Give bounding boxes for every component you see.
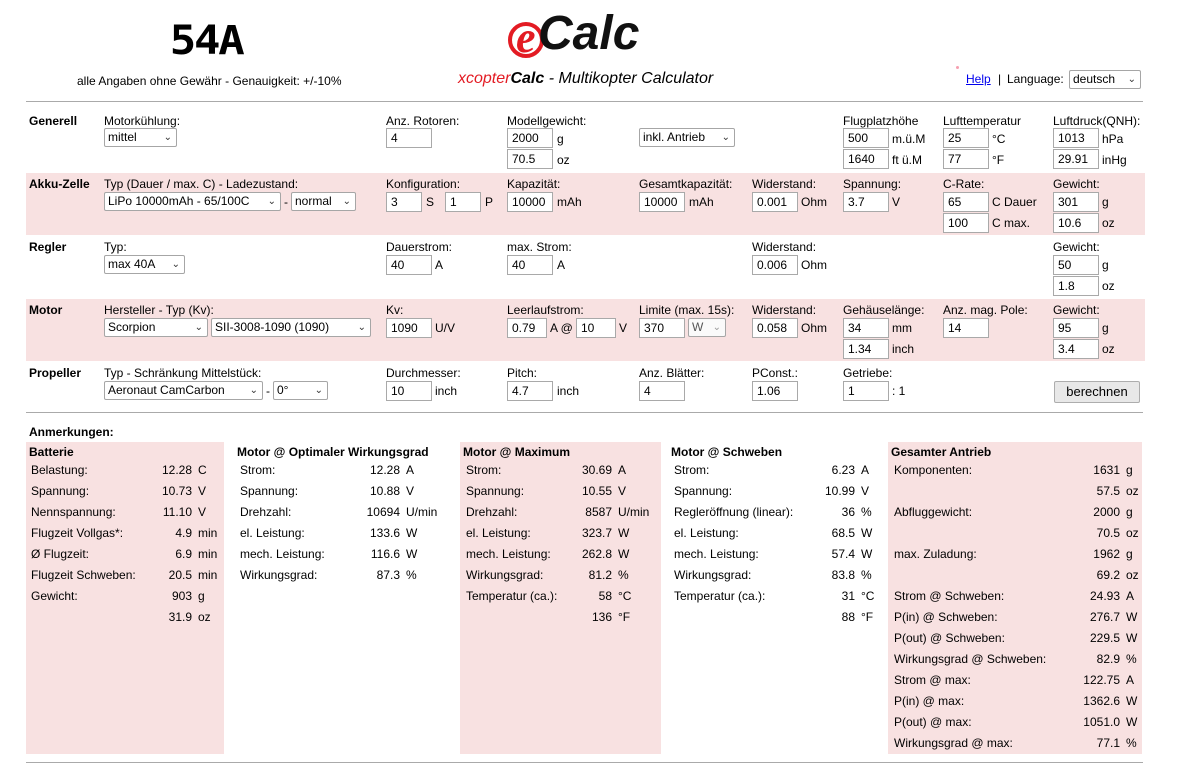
total-row-label: P(in) @ max:: [894, 694, 965, 708]
battery-row-unit: g: [198, 589, 205, 603]
hover-row-label: Regleröffnung (linear):: [674, 505, 794, 519]
subtitle-prefix: xcopter: [458, 70, 511, 87]
total-row-label: Wirkungsgrad @ Schweben:: [894, 652, 1047, 666]
unit-hpa: hPa: [1102, 132, 1124, 146]
total-row-label: P(in) @ Schweben:: [894, 610, 998, 624]
maximum-row-unit: A: [618, 463, 627, 477]
unit-inhg: inHg: [1102, 153, 1127, 167]
maximum-row-value: 8587: [585, 505, 612, 519]
total-capacity-input: 10000: [639, 192, 685, 212]
chevron-down-icon: ⌄: [267, 196, 276, 207]
optimal-row-unit: %: [406, 568, 417, 582]
total-row-value: 276.7: [1089, 610, 1120, 624]
maximum-row-label: Strom:: [466, 463, 502, 477]
total-row-unit: W: [1126, 610, 1138, 624]
optimal-panel-title: Motor @ Optimaler Wirkungsgrad: [237, 445, 429, 459]
akku-resistance-input[interactable]: 0.001: [752, 192, 798, 212]
battery-row-value: 903: [171, 589, 192, 603]
motor-weight-g-input[interactable]: 95: [1053, 318, 1099, 338]
akku-title: Akku-Zelle: [29, 177, 90, 191]
unit-g: g: [1102, 195, 1109, 209]
rotors-label: Anz. Rotoren:: [386, 114, 460, 128]
motor-maker-label: Hersteller - Typ (Kv):: [104, 303, 214, 317]
esc-cont-input[interactable]: 40: [386, 255, 432, 275]
total-row-label: Komponenten:: [894, 463, 973, 477]
idle-current-label: Leerlaufstrom:: [507, 303, 584, 317]
cooling-label: Motorkühlung:: [104, 114, 181, 128]
esc-resistance-input[interactable]: 0.006: [752, 255, 798, 275]
optimal-row-unit: A: [406, 463, 415, 477]
hover-row-unit: W: [861, 547, 873, 561]
total-row-value: 82.9: [1096, 652, 1120, 666]
maximum-row-unit: W: [618, 547, 630, 561]
total-row-value: 229.5: [1089, 631, 1120, 645]
unit-mah: mAh: [557, 195, 582, 209]
battery-row-value: 11.10: [162, 505, 192, 519]
total-row-unit: W: [1126, 631, 1138, 645]
total-row-label: max. Zuladung:: [894, 547, 977, 561]
crate-max-input[interactable]: 100: [943, 213, 989, 233]
poles-label: Anz. mag. Pole:: [943, 303, 1028, 317]
maximum-row-unit: U/min: [618, 505, 650, 519]
chevron-down-icon: ⌄: [342, 196, 351, 207]
hover-row-value: 88: [841, 610, 855, 624]
maximum-row-unit: °C: [618, 589, 632, 603]
maximum-row-value: 10.55: [581, 484, 612, 498]
maximum-row-value: 30.69: [581, 463, 612, 477]
pconst-input[interactable]: 1.06: [752, 381, 798, 401]
hover-row-unit: W: [861, 526, 873, 540]
prop-type-select[interactable]: [104, 381, 263, 400]
esc-cont-label: Dauerstrom:: [386, 240, 453, 254]
optimal-row-label: Spannung:: [240, 484, 299, 498]
unit-inch: inch: [557, 384, 580, 398]
unit-v: V: [619, 321, 628, 335]
esc-weight-label: Gewicht:: [1053, 240, 1100, 254]
air-temp-label: Lufttemperatur: [943, 114, 1022, 128]
battery-row-value: 31.9: [168, 610, 192, 624]
esc-type-value: max 40A: [108, 257, 156, 271]
pitch-input[interactable]: 4.7: [507, 381, 553, 401]
pitch-label: Pitch:: [507, 366, 538, 380]
chevron-down-icon: ⌄: [171, 259, 180, 270]
optimal-row-value: 133.6: [369, 526, 400, 540]
hover-row-label: el. Leistung:: [674, 526, 739, 540]
hover-row-unit: A: [861, 463, 870, 477]
unit-a: A: [435, 258, 444, 272]
unit-oz: oz: [557, 153, 570, 167]
remarks-label: Anmerkungen:: [29, 425, 114, 439]
akku-type-value: LiPo 10000mAh - 65/100C: [108, 194, 250, 208]
optimal-row-value: 87.3: [376, 568, 400, 582]
hover-row-value: 68.5: [831, 526, 855, 540]
diameter-input[interactable]: 10: [386, 381, 432, 401]
bottom-divider: [26, 762, 1143, 763]
battery-row-value: 12.28: [161, 463, 192, 477]
chevron-down-icon: ⌄: [721, 132, 730, 143]
battery-row-unit: V: [198, 484, 207, 498]
limit-input[interactable]: 370: [639, 318, 685, 338]
limit-label: Limite (max. 15s):: [639, 303, 735, 317]
akku-type-select[interactable]: [104, 192, 281, 211]
optimal-row-label: mech. Leistung:: [240, 547, 325, 561]
total-row-value: 57.5: [1096, 484, 1120, 498]
logo-calc: Calc: [538, 7, 640, 60]
weight-mode-value: inkl. Antrieb: [643, 130, 706, 144]
maximum-row-label: Spannung:: [466, 484, 525, 498]
hover-row-label: Temperatur (ca.):: [674, 589, 766, 603]
hover-row-unit: %: [861, 505, 872, 519]
prop-dash: -: [266, 384, 270, 398]
chevron-down-icon: ⌄: [249, 385, 258, 396]
akku-dash: -: [284, 195, 288, 209]
amp-badge: 54A: [169, 18, 243, 64]
hover-row-label: Strom:: [674, 463, 710, 477]
total-row-unit: A: [1126, 673, 1135, 687]
battery-row-label: Spannung:: [31, 484, 90, 498]
unit-g: g: [557, 132, 564, 146]
regler-title: Regler: [29, 240, 67, 254]
config-p-input[interactable]: 1: [445, 192, 481, 212]
optimal-row-label: el. Leistung:: [240, 526, 305, 540]
chevron-down-icon: ⌄: [357, 322, 366, 333]
motor-model-select[interactable]: [211, 318, 371, 337]
optimal-row-value: 12.28: [369, 463, 400, 477]
voltage-input[interactable]: 3.7: [843, 192, 889, 212]
battery-row-unit: C: [198, 463, 207, 477]
unit-ohm: Ohm: [801, 258, 828, 272]
charge-state-select[interactable]: [291, 192, 356, 211]
propeller-title: Propeller: [29, 366, 82, 380]
config-label: Konfiguration:: [386, 177, 461, 191]
total-row-value: 69.2: [1096, 568, 1120, 582]
hover-row-unit: V: [861, 484, 870, 498]
optimal-row-unit: W: [406, 547, 418, 561]
crate-cont-input[interactable]: 65: [943, 192, 989, 212]
battery-row-label: Flugzeit Vollgas*:: [31, 526, 124, 540]
limit-unit-select[interactable]: [688, 318, 726, 337]
blades-input[interactable]: 4: [639, 381, 685, 401]
total-row-value: 1962: [1093, 547, 1120, 561]
config-s-input[interactable]: 3: [386, 192, 422, 212]
total-row-unit: oz: [1126, 484, 1139, 498]
total-row-value: 122.75: [1083, 673, 1120, 687]
chevron-down-icon: ⌄: [194, 322, 203, 333]
maximum-row-unit: W: [618, 526, 630, 540]
total-row-label: Strom @ max:: [894, 673, 971, 687]
maximum-row-value: 81.2: [588, 568, 612, 582]
prop-twist-value: 0°: [277, 383, 289, 397]
maximum-row-label: Temperatur (ca.):: [466, 589, 558, 603]
blades-label: Anz. Blätter:: [639, 366, 705, 380]
total-row-value: 24.93: [1089, 589, 1120, 603]
esc-resistance-label: Widerstand:: [752, 240, 817, 254]
unit-oz: oz: [1102, 342, 1115, 356]
pressure-inhg-input[interactable]: 29.91: [1053, 149, 1099, 169]
total-row-value: 1631: [1093, 463, 1120, 477]
esc-type-label: Typ:: [104, 240, 127, 254]
total-row-unit: g: [1126, 505, 1133, 519]
total-row-value: 1362.6: [1083, 694, 1120, 708]
total-row-value: 2000: [1093, 505, 1120, 519]
unit-g: g: [1102, 321, 1109, 335]
maximum-row-value: 323.7: [581, 526, 612, 540]
field-elevation-ft-input[interactable]: 1640: [843, 149, 889, 169]
header-separator: |: [998, 72, 1002, 86]
motor-weight-oz-input[interactable]: 3.4: [1053, 339, 1099, 359]
hover-row-value: 57.4: [831, 547, 855, 561]
battery-row-value: 10.73: [161, 484, 192, 498]
optimal-row-unit: W: [406, 526, 418, 540]
unit-mm: mm: [892, 321, 912, 335]
optimal-row-value: 116.6: [370, 547, 400, 561]
total-panel-title: Gesamter Antrieb: [891, 445, 992, 459]
total-row-unit: g: [1126, 463, 1133, 477]
optimal-row-label: Wirkungsgrad:: [240, 568, 318, 582]
voltage-label: Spannung:: [843, 177, 902, 191]
maximum-row-label: Wirkungsgrad:: [466, 568, 544, 582]
unit-ft: ft ü.M: [892, 153, 923, 167]
kv-label: Kv:: [386, 303, 404, 317]
gear-suffix: : 1: [892, 384, 906, 398]
unit-c-cont: C Dauer: [992, 195, 1037, 209]
crate-label: C-Rate:: [943, 177, 985, 191]
unit-oz: oz: [1102, 279, 1115, 293]
generell-title: Generell: [29, 114, 78, 128]
unit-ohm: Ohm: [801, 321, 828, 335]
total-row-unit: g: [1126, 547, 1133, 561]
total-row-value: 70.5: [1096, 526, 1120, 540]
battery-row-unit: min: [198, 568, 218, 582]
battery-row-label: Nennspannung:: [31, 505, 116, 519]
total-row-unit: oz: [1126, 568, 1139, 582]
esc-weight-oz-input[interactable]: 1.8: [1053, 276, 1099, 296]
total-row-label: Strom @ Schweben:: [894, 589, 1005, 603]
esc-max-input[interactable]: 40: [507, 255, 553, 275]
subtitle-rest: - Multikopter Calculator: [544, 70, 714, 87]
total-row-label: Abfluggewicht:: [894, 505, 973, 519]
esc-type-select[interactable]: [104, 255, 185, 274]
kv-input[interactable]: 1090: [386, 318, 432, 338]
idle-voltage-input[interactable]: 10: [576, 318, 616, 338]
unit-oz: oz: [1102, 216, 1115, 230]
optimal-row-unit: V: [406, 484, 415, 498]
maximum-row-label: mech. Leistung:: [466, 547, 551, 561]
gear-input[interactable]: 1: [843, 381, 889, 401]
motor-weight-label: Gewicht:: [1053, 303, 1100, 317]
akku-resistance-label: Widerstand:: [752, 177, 817, 191]
hover-row-label: mech. Leistung:: [674, 547, 759, 561]
gear-label: Getriebe:: [843, 366, 893, 380]
akku-type-label: Typ (Dauer / max. C) - Ladezustand:: [104, 177, 299, 191]
optimal-row-label: Strom:: [240, 463, 276, 477]
logo-e: e: [516, 13, 536, 62]
cooling-select[interactable]: [104, 128, 177, 147]
case-length-label: Gehäuselänge:: [843, 303, 925, 317]
battery-row-label: Ø Flugzeit:: [31, 547, 90, 561]
total-row-unit: W: [1126, 694, 1138, 708]
battery-row-value: 20.5: [168, 568, 192, 582]
air-temp-c-input[interactable]: 25: [943, 128, 989, 148]
hover-row-value: 83.8: [831, 568, 855, 582]
model-weight-oz-input[interactable]: 70.5: [507, 149, 553, 169]
maximum-row-unit: V: [618, 484, 627, 498]
unit-m: m.ü.M: [892, 132, 926, 146]
motor-model-value: SII-3008-1090 (1090): [215, 320, 330, 334]
unit-c: °C: [992, 132, 1006, 146]
motor-maker-value: Scorpion: [108, 320, 156, 334]
total-row-label: P(out) @ max:: [894, 715, 972, 729]
total-row-unit: oz: [1126, 526, 1139, 540]
weight-mode-select[interactable]: [639, 128, 735, 147]
capacity-label: Kapazität:: [507, 177, 561, 191]
maximum-row-value: 58: [598, 589, 612, 603]
prop-type-label: Typ - Schränkung Mittelstück:: [104, 366, 262, 380]
total-row-label: Wirkungsgrad @ max:: [894, 736, 1013, 750]
unit-c-max: C max.: [992, 216, 1031, 230]
unit-inch: inch: [435, 384, 458, 398]
subtitle-calc: Calc: [510, 70, 545, 87]
hover-row-unit: °C: [861, 589, 875, 603]
battery-row-unit: min: [198, 547, 218, 561]
prop-type-value: Aeronaut CamCarbon: [108, 383, 225, 397]
hover-row-value: 36: [841, 505, 855, 519]
charge-state-value: normal: [295, 194, 332, 208]
hover-row-unit: %: [861, 568, 872, 582]
unit-ohm: Ohm: [801, 195, 828, 209]
battery-row-label: Belastung:: [31, 463, 88, 477]
language-select[interactable]: [1069, 70, 1141, 89]
air-temp-f-input[interactable]: 77: [943, 149, 989, 169]
hover-row-unit: °F: [861, 610, 874, 624]
battery-row-value: 6.9: [175, 547, 192, 561]
unit-v: V: [892, 195, 901, 209]
battery-row-unit: oz: [198, 610, 211, 624]
pressure-hpa-input[interactable]: 1013: [1053, 128, 1099, 148]
total-capacity-label: Gesamtkapazität:: [639, 177, 733, 191]
chevron-down-icon: ⌄: [712, 322, 721, 333]
total-row-value: 77.1: [1096, 736, 1120, 750]
akku-weight-oz-input[interactable]: 10.6: [1053, 213, 1099, 233]
maximum-row-unit: %: [618, 568, 629, 582]
decor-dot: [956, 66, 959, 69]
total-row-unit: %: [1126, 736, 1137, 750]
model-weight-g-input[interactable]: 2000: [507, 128, 553, 148]
chevron-down-icon: ⌄: [314, 385, 323, 396]
unit-kv: U/V: [435, 321, 456, 335]
field-elevation-m-input[interactable]: 500: [843, 128, 889, 148]
optimal-row-value: 10694: [366, 505, 400, 519]
total-row-value: 1051.0: [1083, 715, 1120, 729]
poles-input[interactable]: 14: [943, 318, 989, 338]
case-length-mm-input[interactable]: 34: [843, 318, 889, 338]
help-link[interactable]: Help: [966, 72, 991, 86]
pressure-label: Luftdruck(QNH):: [1053, 114, 1141, 128]
language-label: Language:: [1007, 72, 1064, 86]
battery-row-unit: min: [198, 526, 218, 540]
calculate-button[interactable]: berechnen: [1054, 381, 1140, 403]
battery-row-label: Gewicht:: [31, 589, 78, 603]
disclaimer-text: alle Angaben ohne Gewähr - Genauigkeit: +/-10%: [77, 74, 342, 88]
limit-unit-value: W: [692, 320, 704, 334]
unit-s: S: [426, 195, 435, 209]
language-value: deutsch: [1073, 72, 1116, 86]
battery-panel-title: Batterie: [29, 445, 74, 459]
prop-twist-select[interactable]: [273, 381, 328, 400]
chevron-down-icon: ⌄: [1127, 74, 1136, 85]
hover-row-value: 31: [841, 589, 855, 603]
unit-g: g: [1102, 258, 1109, 272]
akku-weight-label: Gewicht:: [1053, 177, 1100, 191]
cooling-value: mittel: [108, 130, 137, 144]
capacity-input[interactable]: 10000: [507, 192, 553, 212]
hover-row-value: 6.23: [831, 463, 855, 477]
maximum-row-label: el. Leistung:: [466, 526, 531, 540]
hover-row-value: 10.99: [824, 484, 855, 498]
hover-panel-title: Motor @ Schweben: [671, 445, 783, 459]
total-row-unit: W: [1126, 715, 1138, 729]
total-row-unit: A: [1126, 589, 1135, 603]
optimal-row-unit: U/min: [406, 505, 438, 519]
rotors-input[interactable]: 4: [386, 128, 432, 148]
esc-weight-g-input[interactable]: 50: [1053, 255, 1099, 275]
akku-weight-g-input[interactable]: 301: [1053, 192, 1099, 212]
battery-row-label: Flugzeit Schweben:: [31, 568, 136, 582]
pconst-label: PConst.:: [752, 366, 799, 380]
top-divider: [26, 101, 1143, 102]
motor-resistance-input[interactable]: 0.058: [752, 318, 798, 338]
field-elevation-label: Flugplatzhöhe: [843, 114, 919, 128]
optimal-row-value: 10.88: [369, 484, 400, 498]
unit-inch: inch: [892, 342, 915, 356]
maximum-row-value: 136: [591, 610, 612, 624]
battery-row-value: 4.9: [175, 526, 192, 540]
unit-a: A: [557, 258, 566, 272]
total-row-unit: %: [1126, 652, 1137, 666]
hover-row-label: Spannung:: [674, 484, 733, 498]
idle-current-input[interactable]: 0.79: [507, 318, 547, 338]
case-length-inch-input[interactable]: 1.34: [843, 339, 889, 359]
maximum-panel-title: Motor @ Maximum: [463, 445, 571, 459]
battery-row-unit: V: [198, 505, 207, 519]
maximum-row-label: Drehzahl:: [466, 505, 518, 519]
hover-row-label: Wirkungsgrad:: [674, 568, 752, 582]
maximum-row-unit: °F: [618, 610, 631, 624]
diameter-label: Durchmesser:: [386, 366, 461, 380]
chevron-down-icon: ⌄: [163, 132, 172, 143]
mid-divider: [26, 412, 1143, 413]
motor-maker-select[interactable]: [104, 318, 208, 337]
total-row-label: P(out) @ Schweben:: [894, 631, 1005, 645]
motor-resistance-label: Widerstand:: [752, 303, 817, 317]
unit-p: P: [485, 195, 494, 209]
unit-mah-total: mAh: [689, 195, 714, 209]
model-weight-label: Modellgewicht:: [507, 114, 587, 128]
page-subtitle: [458, 70, 713, 88]
optimal-row-label: Drehzahl:: [240, 505, 292, 519]
maximum-row-value: 262.8: [581, 547, 612, 561]
motor-title: Motor: [29, 303, 63, 317]
esc-max-label: max. Strom:: [507, 240, 572, 254]
unit-a-at: A @: [550, 321, 573, 335]
unit-f: °F: [992, 153, 1005, 167]
